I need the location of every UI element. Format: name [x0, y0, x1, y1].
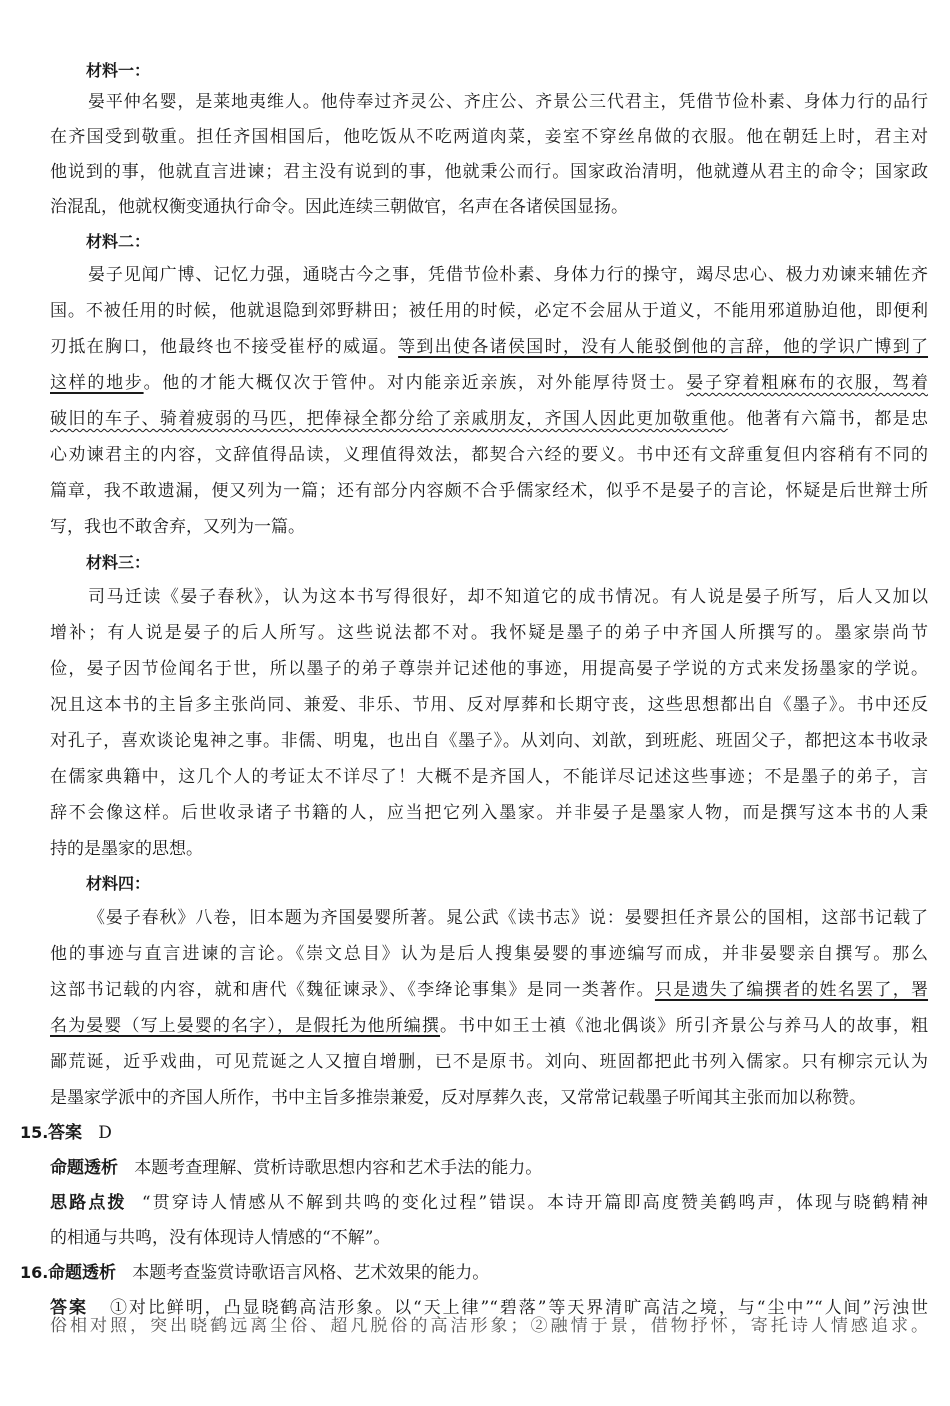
material-2-title: 材料二： [86, 232, 151, 251]
material-3-title: 材料三： [86, 553, 151, 572]
material-2-line: 刃抵在胸口，他最终也不接受崔杼的威逼。等到出使各诸侯国时，没有人能驳倒他的言辞，他的学识广博到了 [50, 337, 929, 357]
material-1-line: 晏平仲名婴，是莱地夷维人。他侍奉过齐灵公、齐庄公、齐景公三代君主，凭借节俭朴素、身体力行的品行 [88, 92, 928, 112]
material-4-line: 鄙荒诞，近乎戏曲，可见荒诞之人又擅自增删，已不是原书。刘向、班固都把此书列入儒家。只有柳宗元认为 [50, 1052, 928, 1072]
question-15-hint [50, 1192, 928, 1214]
material-2-line: 国。不被任用的时候，他就退隐到郊野耕田；被任用的时候，必定不会屈从于道义，不能用邪道胁迫他，即便利 [50, 301, 928, 321]
wavy-underlined-text: 破旧的车子、骑着疲弱的马匹，把俸禄全都分给了亲戚朋友，齐国人因此更加敬重他 [50, 409, 728, 429]
question-16-analysis [48, 1262, 489, 1284]
material-4-line: 他的事迹与直言进谏的言论。《崇文总目》认为是后人搜集晏婴的事迹编写而成，并非晏婴亲自撰写。那么 [50, 944, 928, 964]
question-15-answer [48, 1122, 112, 1144]
hint-label: 思路点拨 [50, 1193, 127, 1213]
question-16-number: 16. [20, 1263, 49, 1282]
material-2-line: 心劝谏君主的内容，文辞值得品读，义理值得效法，都契合六经的要义。书中还有文辞重复但内容稍有不同的 [50, 445, 928, 465]
material-1-line: 在齐国受到敬重。担任齐国相国后，他吃饭从不吃两道肉菜，妾室不穿丝帛做的衣服。他在朝廷上时，君主对 [50, 127, 928, 147]
analysis-text: 本题考查理解、赏析诗歌思想内容和艺术手法的能力。 [134, 1158, 543, 1178]
material-2-line: 破旧的车子、骑着疲弱的马匹，把俸禄全都分给了亲戚朋友，齐国人因此更加敬重他。他著有六篇书，都是忠 [50, 409, 929, 429]
underlined-text: 等到出使各诸侯国时，没有人能驳倒他的言辞，他的学识广博到了 [398, 337, 929, 357]
hint-text: “贯穿诗人情感从不解到共鸣的变化过程”错误。本诗开篇即高度赞美鹤鸣声，体现与晓鹤精神 [141, 1193, 928, 1213]
underlined-text: 只是遗失了编撰者的姓名罢了，署 [654, 980, 929, 1000]
question-15-number: 15. [20, 1123, 49, 1142]
material-3-line: 增补；有人说是晏子的后人所写。这些说法都不对。我怀疑是墨子的弟子中齐国人所撰写的。墨家崇尚节 [50, 623, 928, 643]
material-1-line: 治混乱，他就权衡变通执行命令。因此连续三朝做官，名声在各诸侯国显扬。 [50, 197, 628, 217]
material-2-line: 篇章，我不敢遗漏，便又列为一篇；还有部分内容颇不合乎儒家经术，似乎不是晏子的言论，怀疑是后世辩士所 [50, 481, 928, 501]
material-3-line: 况且这本书的主旨多主张尚同、兼爱、非乐、节用、反对厚葬和长期守丧，这些思想都出自《墨子》。书中还反 [50, 695, 928, 715]
underlined-text: 这样的地步 [50, 373, 144, 393]
cut-off-text: 俗相对照，突出晓鹤远离尘俗、超凡脱俗的高洁形象；②融情于景，借物抒怀，寄托诗人情感追求。 [50, 1316, 928, 1336]
answer-text: ①对比鲜明，凸显晓鹤高洁形象。以“天上律”“碧落”等天界清旷高洁之境，与“尘中”“人间”污浊世 [109, 1298, 928, 1318]
material-1-line: 他说到的事，他就直言进谏；君主没有说到的事，他就秉公而行。国家政治清明，他就遵从君主的命令；国家政 [50, 162, 928, 182]
material-3-line: 在儒家典籍中，这几个人的考证太不详尽了！大概不是齐国人，不能详尽记述这些事迹；不是墨子的弟子，言 [50, 767, 928, 787]
material-4-line: 是墨家学派中的齐国人所作，书中主旨多推崇兼爱，反对厚葬久丧，又常常记载墨子听闻其主张而加以称赞。 [50, 1088, 866, 1108]
wavy-underlined-text: 晏子穿着粗麻布的衣服，驾着 [686, 373, 929, 393]
material-2-line: 晏子见闻广博、记忆力强，通晓古今之事，凭借节俭朴素、身体力行的操守，竭尽忠心、极力劝谏来辅佐齐 [88, 265, 928, 285]
analysis-label: 命题透析 [48, 1263, 116, 1283]
question-15-hint-continued: 的相通与共鸣，没有体现诗人情感的“不解”。 [50, 1228, 391, 1248]
answer-label: 答案 [48, 1123, 82, 1143]
material-2-line: 写，我也不敢舍弃，又列为一篇。 [50, 517, 305, 537]
underlined-text: 名为晏婴（写上晏婴的名字），是假托为他所编撰 [50, 1016, 441, 1036]
material-3-line: 司马迁读《晏子春秋》，认为这本书写得很好，却不知道它的成书情况。有人说是晏子所写，后人又加以 [88, 587, 928, 607]
material-4-line: 《晏子春秋》八卷，旧本题为齐国晏婴所著。晁公武《读书志》说：晏婴担任齐景公的国相，这部书记载了 [88, 908, 928, 928]
material-4-line: 这部书记载的内容，就和唐代《魏征谏录》、《李绛论事集》是同一类著作。只是遗失了编撰者的姓名罢了，署 [50, 980, 929, 1000]
material-2-line: 这样的地步。他的才能大概仅次于管仲。对内能亲近亲族，对外能厚待贤士。晏子穿着粗麻布的衣服，驾着 [50, 373, 929, 393]
analysis-label: 命题透析 [50, 1158, 118, 1178]
answer-value: D [98, 1123, 112, 1143]
material-3-line: 对孔子，喜欢谈论鬼神之事。非儒、明鬼，也出自《墨子》。从刘向、刘歆，到班彪、班固父子，都把这本书收录 [50, 731, 928, 751]
answer-label: 答案 [50, 1298, 88, 1318]
material-3-line: 辞不会像这样。后世收录诸子书籍的人，应当把它列入墨家。并非晏子是墨家人物，而是撰写这本书的人秉 [50, 803, 928, 823]
cut-off-line [50, 1316, 928, 1337]
material-1-title: 材料一： [86, 61, 151, 80]
material-4-line: 名为晏婴（写上晏婴的名字），是假托为他所编撰。书中如王士禛《池北偶谈》所引齐景公与养马人的故事，粗 [50, 1016, 929, 1036]
material-4-title: 材料四： [86, 874, 151, 893]
question-15-analysis [50, 1157, 542, 1179]
material-3-line: 俭，晏子因节俭闻名于世，所以墨子的弟子尊崇并记述他的事迹，用提高晏子学说的方式来发扬墨家的学说。 [50, 659, 928, 679]
material-3-line: 持的是墨家的思想。 [50, 839, 203, 859]
analysis-text: 本题考查鉴赏诗歌语言风格、艺术效果的能力。 [132, 1263, 490, 1283]
